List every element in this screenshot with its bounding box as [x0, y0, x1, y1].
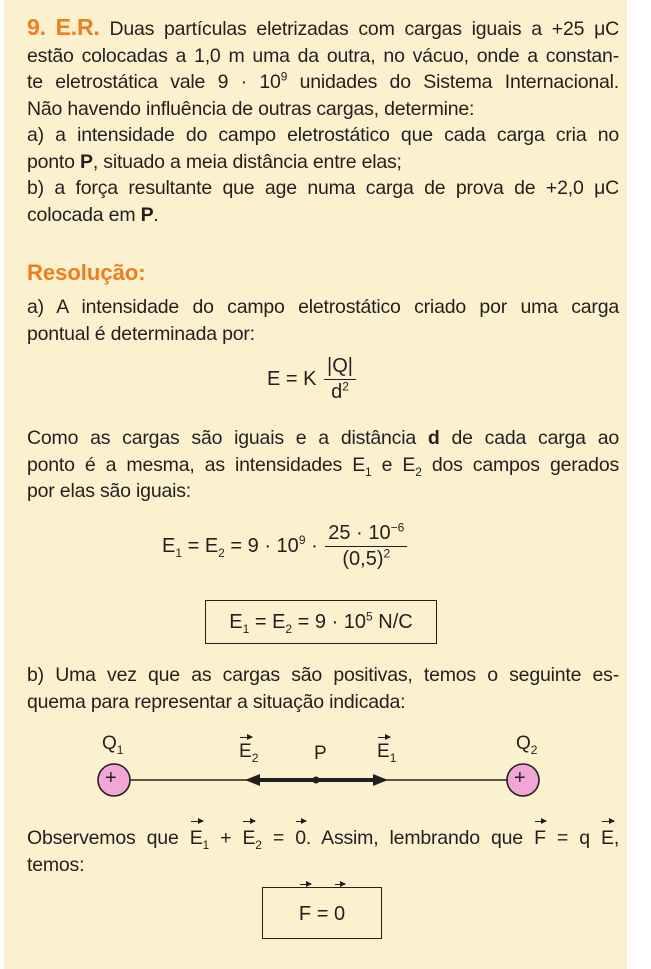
- resolution-heading: Resolução:: [27, 260, 146, 285]
- field-calculation: [162, 522, 409, 571]
- formula-denominator-exp: 2: [342, 379, 349, 394]
- box-e: E: [229, 611, 243, 633]
- formula-lhs: E = K: [267, 367, 317, 390]
- b-intro-line-2: quema para representar a situação indicada:: [27, 690, 406, 713]
- formula-numerator: |Q|: [324, 355, 356, 380]
- observe-e1: E: [190, 825, 203, 852]
- constant-value: 9 · 10: [217, 71, 281, 93]
- final-f: F: [299, 888, 311, 940]
- q2-plus-sign: +: [514, 767, 526, 789]
- statement-line-2: estão colocadas a 1,0 m uma da outra, no vácuo, onde a constan-: [27, 44, 619, 67]
- formula-denominator: d: [331, 381, 343, 403]
- as-line-2-end: dos campos gerados: [431, 453, 620, 476]
- eq2-mid: = E: [187, 534, 219, 557]
- b-intro-line-1: b) Uma vez que as cargas são positivas, temos o seguinte es-: [27, 664, 619, 686]
- eq2-dot: ·: [311, 534, 318, 557]
- as-line-2: ponto é a mesma, as intensidades E: [27, 453, 366, 476]
- item-a-line-2-end: , situado a meia distância entre elas;: [92, 150, 402, 173]
- eq2-numerator: 25 · 10: [328, 522, 391, 544]
- box-rhs: = 9 · 10: [297, 611, 367, 633]
- box-mid: = E: [254, 611, 286, 633]
- eq2-fraction: [325, 522, 407, 571]
- observe-mid: . Assim, lembrando que: [305, 827, 523, 849]
- observe-start: Observemos que: [27, 827, 179, 849]
- p-label: P: [314, 743, 327, 764]
- as-line-1-end: de cada carga ao: [451, 427, 620, 449]
- formula-fraction: [324, 355, 356, 404]
- final-force-box: [262, 887, 382, 939]
- final-zero: 0: [334, 888, 345, 940]
- e2-arrowhead: [245, 774, 260, 786]
- resolution-a-intro: [27, 294, 619, 347]
- eq2-denominator: (0,5): [342, 548, 384, 570]
- q1-plus-sign: +: [105, 767, 117, 789]
- as-line-2-mid: e E: [381, 453, 416, 476]
- eq2-lhs: E: [162, 534, 176, 557]
- resolution-as-paragraph: [27, 425, 619, 505]
- statement-line-4: Não havendo influência de outras cargas, determine:: [27, 97, 475, 120]
- q2-label: $Q_2$: [516, 733, 538, 757]
- box-unit: N/C: [378, 611, 413, 633]
- eq2-num-exp: −6: [390, 520, 405, 535]
- observe-paragraph: Observemos que $E_1 + E_2 = 0$. Assim, lembrando que F = q E, temos:: [27, 825, 619, 878]
- final-eq: =: [316, 903, 329, 925]
- eq2-rhs-exp: 9: [298, 533, 306, 548]
- e1-arrowhead: [373, 774, 388, 786]
- box-sub1: 1: [242, 622, 250, 636]
- problem-number: 9.: [27, 14, 46, 40]
- as-line-1: Como as cargas são iguais e a distância: [27, 427, 416, 449]
- field-formula: [267, 355, 358, 404]
- statement-line-3: te eletrostática vale: [27, 71, 206, 93]
- temos-line: temos:: [27, 853, 85, 876]
- a-intro-line-2: pontual é determinada por:: [27, 322, 255, 345]
- eq2-den-exp: 2: [383, 546, 391, 561]
- resolution-b-intro: [27, 662, 619, 715]
- box-exp: 5: [366, 609, 373, 624]
- box-sub2: 2: [285, 622, 293, 636]
- eq2-sub2: 2: [218, 545, 225, 560]
- q1-label: $Q_1$: [102, 733, 124, 757]
- item-b-line-2: colocada em: [27, 203, 136, 226]
- as-line-3: por elas são iguais:: [27, 480, 192, 502]
- eq2-rhs: = 9 · 10: [230, 534, 299, 557]
- observe-f: F: [534, 825, 546, 852]
- e2-label: $E_2$: [239, 741, 259, 765]
- observe-e2: E: [242, 825, 255, 852]
- item-b-line-1: b) a força resultante que age numa carga de prova de +2,0 μC: [27, 177, 619, 199]
- problem-statement: [27, 14, 619, 228]
- exercise-card: [4, 0, 627, 969]
- as-sub-2: 2: [415, 464, 422, 479]
- diagram-graphics: [4, 725, 627, 805]
- item-a-line-2: ponto: [27, 150, 75, 173]
- point-p-label-b: P: [140, 203, 154, 226]
- statement-line-1: Duas partículas eletrizadas com cargas iguais a +25 μC: [109, 18, 620, 40]
- eq2-sub1: 1: [175, 545, 183, 560]
- item-b-line-2-end: .: [153, 203, 159, 226]
- charges-diagram: [4, 725, 627, 805]
- item-a-line-1: a) a intensidade do campo eletrostático que cada carga cria no: [27, 124, 619, 146]
- distance-d: d: [427, 427, 440, 449]
- problem-tag: E.R.: [55, 14, 100, 40]
- point-p-dot: [313, 777, 320, 784]
- observe-zero: 0: [295, 825, 306, 852]
- statement-line-3-end: unidades do Sistema Internacional.: [299, 71, 619, 93]
- observe-e: E: [601, 825, 614, 852]
- constant-exponent: 9: [280, 69, 288, 84]
- point-p-label: P: [80, 150, 93, 173]
- as-sub-1: 1: [365, 464, 372, 479]
- a-intro-line-1: a) A intensidade do campo eletrostático criado por uma carga: [27, 296, 619, 318]
- e1-label: $E_1$: [377, 741, 397, 765]
- boxed-field-result: [205, 600, 437, 644]
